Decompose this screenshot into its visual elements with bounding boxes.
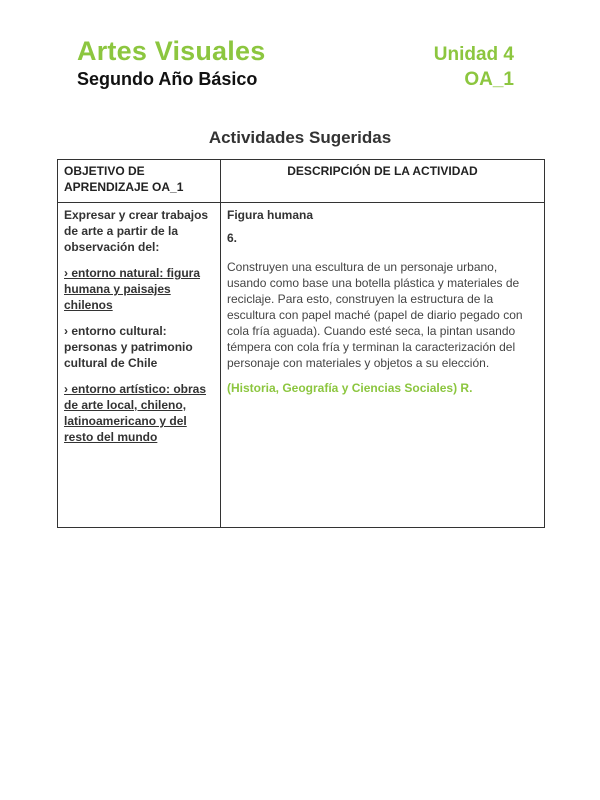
activity-number: 6. (227, 231, 238, 245)
objective-cell (58, 203, 221, 528)
objective-item-cultural: › entorno cultural: personas y patrimonio cultural de Chile (64, 324, 193, 370)
table-row (58, 203, 545, 528)
activities-table (57, 159, 545, 528)
table-header-row (58, 160, 545, 203)
oa-label: OA_1 (464, 69, 514, 90)
objective-column-header: OBJETIVO DE APRENDIZAJE OA_1 (58, 160, 221, 203)
activity-cell (221, 203, 545, 528)
cross-reference-link: (Historia, Geografía y Ciencias Sociales) R. (227, 381, 473, 395)
header-row-bottom (77, 69, 514, 91)
grade-label: Segundo Año Básico (77, 69, 258, 89)
activity-title: Figura humana (227, 208, 314, 222)
description-column-header: DESCRIPCIÓN DE LA ACTIVIDAD (221, 160, 545, 203)
objective-item-natural: › entorno natural: figura humana y paisajes chilenos (64, 266, 200, 312)
document-header (77, 36, 514, 91)
activity-description: Construyen una escultura de un personaje urbano, usando como base una botella plástica y materiales de reciclaje. Para esto, construyen la estructura de la escultura con papel maché (papel de diario pegado con cola fría aguada). Cuando esté seca, la pintan usando témpera con cola fría y terminan la caracterización del personaje con materiales y objetos a su elección. (227, 260, 523, 370)
header-row-top (77, 36, 514, 67)
section-title: Actividades Sugeridas (208, 128, 392, 147)
subject-title: Artes Visuales (77, 36, 266, 66)
objective-intro: Expresar y crear trabajos de arte a partir de la observación del: (64, 208, 209, 254)
unit-label: Unidad 4 (433, 44, 514, 65)
objective-item-artistic: › entorno artístico: obras de arte local, chileno, latinoamericano y del resto del mundo (64, 382, 207, 444)
